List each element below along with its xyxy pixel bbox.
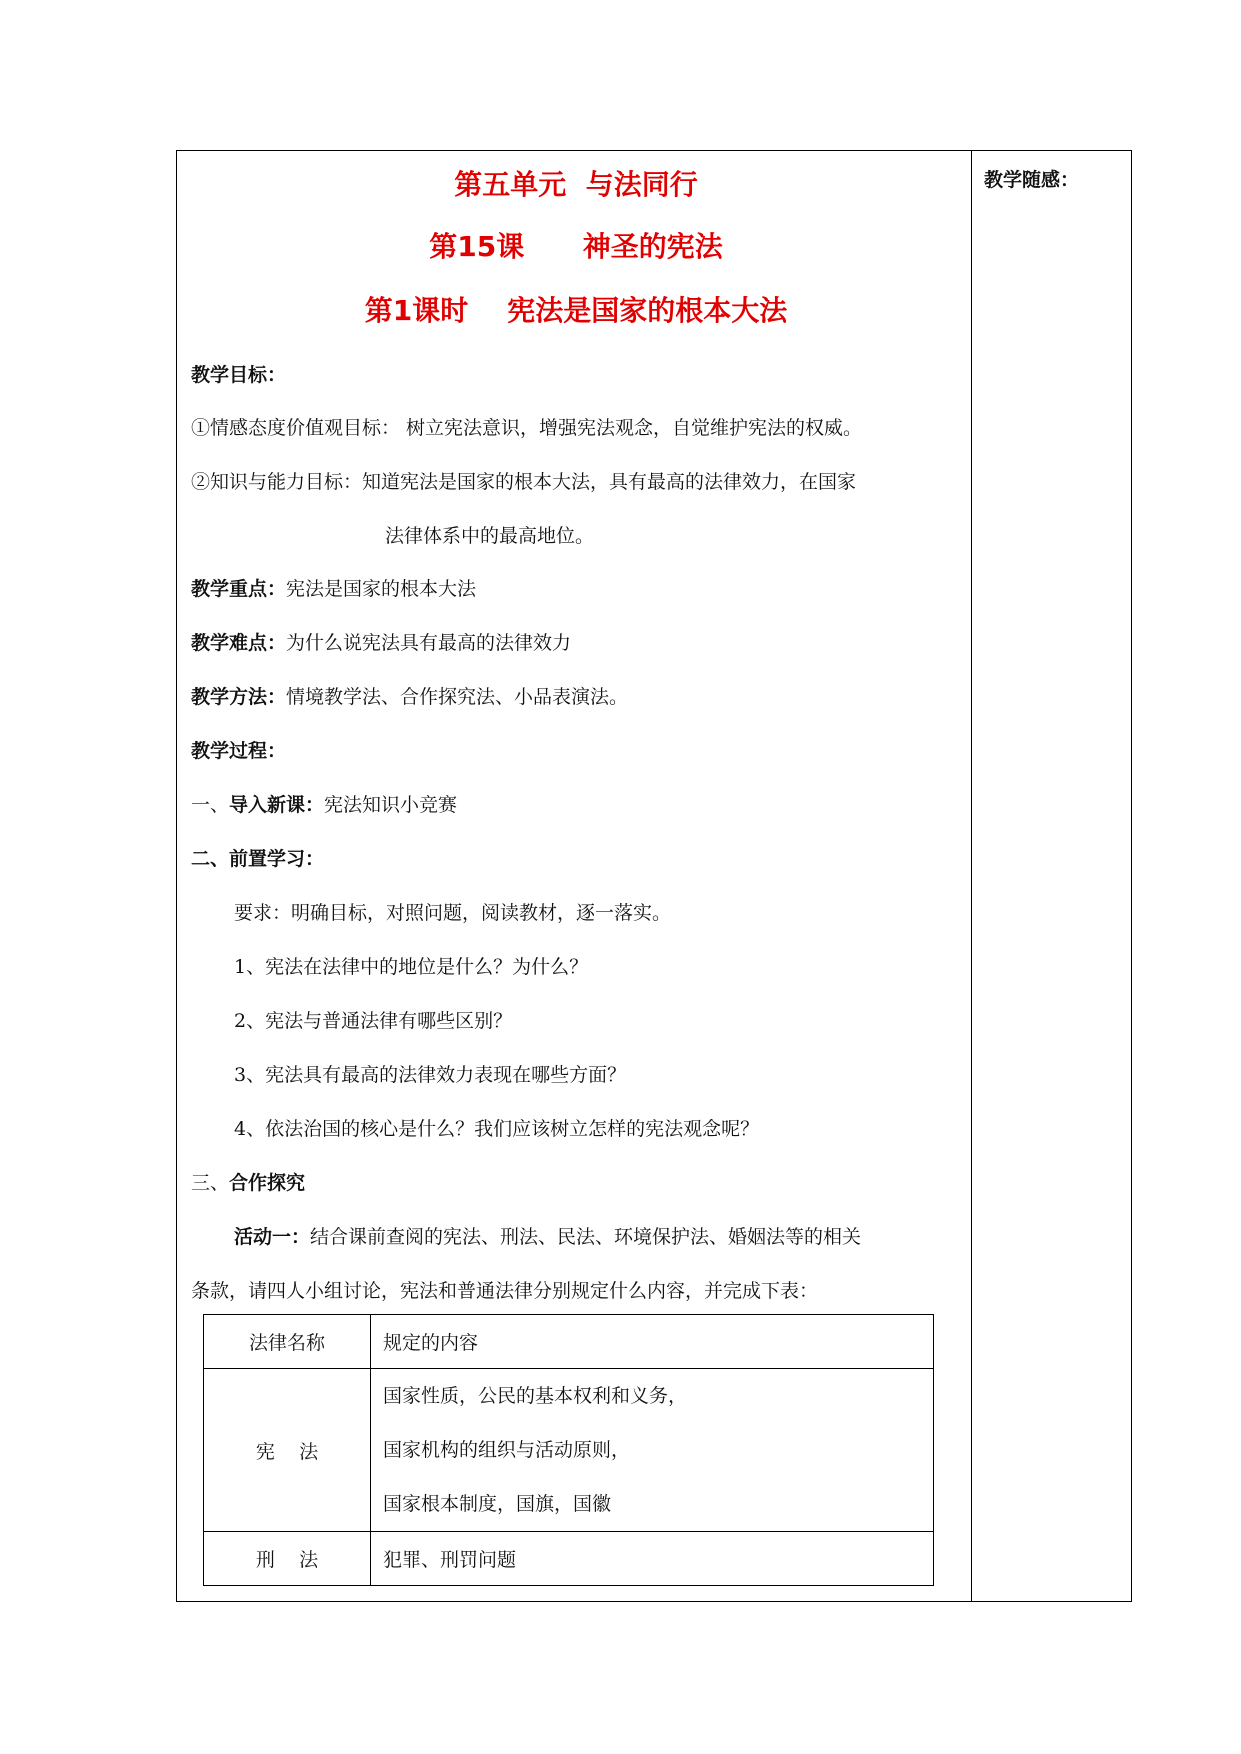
section-3-prefix: 三、 (191, 1172, 230, 1194)
difficulty-label: 教学难点： (191, 632, 287, 654)
method-label: 教学方法： (191, 686, 287, 708)
content-line: 国家机构的组织与活动原则， (383, 1439, 631, 1461)
difficulty-text: 为什么说宪法具有最高的法律效力 (286, 632, 572, 654)
table-row (204, 1532, 934, 1586)
method (191, 683, 628, 711)
content-line: 国家性质，公民的基本权利和义务， (383, 1385, 688, 1407)
difficulty (191, 629, 571, 657)
question-3: 3、宪法具有最高的法律效力表现在哪些方面？ (234, 1064, 627, 1086)
question-1: 1、宪法在法律中的地位是什么？为什么？ (234, 956, 589, 978)
table-row (204, 1369, 934, 1532)
section-2-heading: 二、前置学习： (191, 848, 325, 870)
lesson-title: 第15课 神圣的宪法 (429, 230, 723, 263)
section-1-label: 导入新课： (229, 794, 325, 816)
method-text: 情境教学法、合作探究法、小品表演法。 (286, 686, 629, 708)
section-3-heading (191, 1169, 305, 1197)
law-name-cell: 宪 法 (204, 1369, 371, 1532)
activity-1-label: 活动一： (234, 1226, 311, 1248)
law-content-table (203, 1314, 934, 1586)
section-1-prefix: 一、 (191, 794, 230, 816)
objective-item-2-line-2: 法律体系中的最高地位。 (385, 525, 595, 547)
section-3-title: 合作探究 (229, 1172, 306, 1194)
process-heading: 教学过程： (191, 740, 287, 762)
activity-1-text: 结合课前查阅的宪法、刑法、民法、环境保护法、婚姻法等的相关 (310, 1226, 862, 1248)
lesson-plan-frame (176, 150, 1132, 1602)
question-2: 2、宪法与普通法律有哪些区别？ (234, 1010, 513, 1032)
section-1-text: 宪法知识小竞赛 (324, 794, 458, 816)
section-2-requirement: 要求：明确目标，对照问题，阅读教材，逐一落实。 (234, 902, 672, 924)
table-header-row (204, 1315, 934, 1369)
column-divider (971, 151, 972, 1601)
header-content: 规定的内容 (371, 1315, 934, 1369)
header-law-name: 法律名称 (204, 1315, 371, 1369)
key-point-text: 宪法是国家的根本大法 (286, 578, 477, 600)
teaching-notes-label: 教学随感： (984, 169, 1080, 191)
period-title: 第1课时 宪法是国家的根本大法 (364, 294, 788, 327)
law-content-cell: 犯罪、刑罚问题 (371, 1532, 934, 1586)
key-point (191, 575, 476, 603)
unit-title: 第五单元 与法同行 (454, 168, 698, 201)
question-4: 4、依法治国的核心是什么？我们应该树立怎样的宪法观念呢？ (234, 1118, 760, 1140)
objectives-heading: 教学目标： (191, 364, 287, 386)
law-content-cell (371, 1369, 934, 1532)
objective-item-2-line-1: ②知识与能力目标：知道宪法是国家的根本大法，具有最高的法律效力，在国家 (191, 471, 857, 493)
objective-item-1: ①情感态度价值观目标： 树立宪法意识，增强宪法观念，自觉维护宪法的权威。 (191, 417, 863, 439)
activity-1-line-2: 条款，请四人小组讨论，宪法和普通法律分别规定什么内容，并完成下表： (191, 1280, 819, 1302)
content-line: 国家根本制度，国旗，国徽 (383, 1493, 612, 1515)
section-1 (191, 791, 457, 819)
law-name-cell: 刑 法 (204, 1532, 371, 1586)
activity-1-line-1 (234, 1223, 861, 1251)
key-point-label: 教学重点： (191, 578, 287, 600)
